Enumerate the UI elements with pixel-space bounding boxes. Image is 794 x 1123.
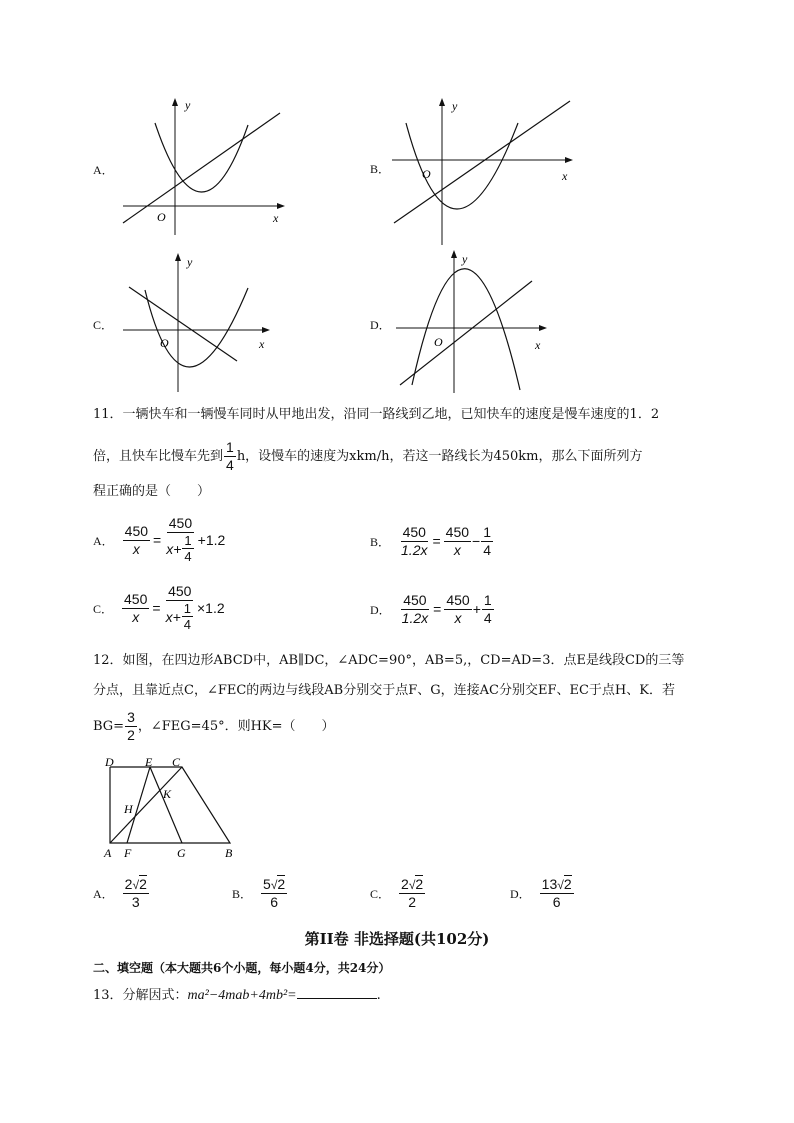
fig-label-k: K <box>163 787 172 801</box>
q11-option-b-letter: B． <box>370 534 391 549</box>
graph-b-y-label: y <box>452 99 458 113</box>
q11-a-d2-den: 4 <box>184 549 192 565</box>
q11-d-n1: 450 <box>403 591 427 608</box>
graph-d-y-label: y <box>462 252 468 266</box>
q11-a-d2-num: 1 <box>184 532 192 548</box>
q11-line2 <box>93 438 643 474</box>
q11-a-inner-frac <box>182 534 193 564</box>
q11-c-eq: = <box>152 600 161 616</box>
q11-a-n1: 450 <box>124 522 149 539</box>
q12-b-rad: 2 <box>277 875 286 892</box>
option-a-letter: A． <box>93 163 114 177</box>
q12-line3-post: ，∠FEG=45°．则HK=（ ） <box>137 718 335 734</box>
q11-b-n3: 1 <box>483 523 492 540</box>
q11-option-d-letter: D． <box>370 602 391 617</box>
q11-c-d1: x <box>132 608 140 625</box>
q12-c-frac <box>399 877 425 909</box>
q12-b-frac <box>261 877 287 909</box>
q12-a-num: 2√2 <box>124 875 147 892</box>
q11-b-d1: 1.2x <box>401 541 428 558</box>
q12-line1: 12．如图，在四边形ABCD中，AB∥DC，∠ADC=90°，AB=5,，CD=AD=3．点E是线段CD的三等 <box>93 653 685 668</box>
q12-option-d <box>510 872 575 914</box>
q11-d-frac3 <box>482 593 494 625</box>
q11-b-n2: 450 <box>445 523 470 540</box>
q11-c-inner-frac <box>182 602 193 632</box>
q11-c-n2: 450 <box>168 583 192 600</box>
q11-c-n1: 450 <box>124 590 148 607</box>
q13-line <box>93 986 381 1003</box>
q12-line3 <box>93 708 335 744</box>
graph-d <box>392 245 562 395</box>
q11-b-d2: x <box>453 541 461 558</box>
graph-c <box>115 250 285 400</box>
fig-label-d: D <box>105 756 114 769</box>
q12-b-den: 6 <box>270 893 278 910</box>
q11-line2-post: h，设慢车的速度为xkm/h，若这一路线长为450km，那么下面所列方 <box>236 448 643 464</box>
q11-d-d2: x <box>454 609 462 626</box>
q11-option-c-letter: C． <box>93 601 114 616</box>
q11-a-d1: x <box>132 540 140 557</box>
fig-label-g: G <box>177 846 186 860</box>
graph-b-x-label: x <box>562 169 568 183</box>
q12-c-num: 2√2 <box>401 875 424 892</box>
q11-frac-den: 4 <box>226 456 234 473</box>
q12-d-den: 6 <box>552 893 561 910</box>
q12-line3-pre: BG= <box>93 718 125 734</box>
q11-b-frac2 <box>444 525 471 557</box>
q11-a-tail: +1.2 <box>197 532 226 548</box>
q11-b-frac3 <box>481 525 493 557</box>
q13-answer-blank[interactable] <box>297 986 377 999</box>
q12-bg-fraction <box>125 710 137 742</box>
q12-option-b-letter: B． <box>232 886 253 901</box>
graph-c-x-label: x <box>259 337 265 351</box>
q11-b-d3: 4 <box>483 541 492 558</box>
graph-b-origin-label: O <box>422 167 431 181</box>
graph-a-y-label: y <box>185 98 191 112</box>
q11-fraction <box>224 440 236 472</box>
q11-option-a-letter: A． <box>93 533 114 548</box>
option-d-letter: D． <box>370 318 391 332</box>
q12-option-a-letter: A． <box>93 886 114 901</box>
q12-a-rad: 2 <box>139 875 147 892</box>
q12-option-c-letter: C． <box>370 886 391 901</box>
fig-label-b: B <box>225 846 233 860</box>
q11-b-eq: = <box>432 533 441 549</box>
q13-expression: ma²−4mab+4mb²= <box>187 988 297 1003</box>
q12-d-frac <box>540 877 574 909</box>
q12-option-a <box>93 872 150 914</box>
q11-a-frac2 <box>164 516 196 564</box>
q11-line2-pre: 倍，且快车比慢车先到 <box>93 448 224 464</box>
q12-bg-num: 3 <box>127 708 135 725</box>
q12-a-den: 3 <box>131 893 140 910</box>
graph-a-origin-label: O <box>157 210 166 224</box>
q11-c-den2 <box>164 601 196 632</box>
q11-c-frac1 <box>122 592 149 624</box>
q13-pre: 13．分解因式： <box>93 988 188 1003</box>
graph-a <box>115 95 290 240</box>
q11-c-frac2 <box>164 584 196 632</box>
q12-option-d-letter: D． <box>510 886 531 901</box>
graph-d-x-label: x <box>535 338 541 352</box>
q11-c-d2-num: 1 <box>183 600 191 616</box>
q11-d-op: + <box>472 601 481 617</box>
q11-d-eq: = <box>433 601 442 617</box>
q11-line3: 程正确的是（ ） <box>93 484 211 499</box>
q11-option-a <box>93 512 225 568</box>
q11-a-eq: = <box>153 532 162 548</box>
q12-option-b <box>232 872 288 914</box>
q11-c-d2-den: 4 <box>183 617 191 633</box>
q12-d-num: 13√2 <box>541 875 572 892</box>
q12-d-coef: 13 <box>541 875 558 892</box>
q12-c-rad: 2 <box>415 875 424 892</box>
q12-d-rad: 2 <box>563 875 572 892</box>
section-fill-in-heading: 二、填空题（本大题共6个小题，每小题4分，共24分） <box>93 961 391 975</box>
q11-a-frac1 <box>123 524 150 556</box>
fig-label-f: F <box>124 846 132 860</box>
fig-label-c: C <box>172 756 181 769</box>
q12-figure <box>100 756 245 862</box>
graph-c-y-label: y <box>187 255 193 269</box>
option-b-letter: B． <box>370 162 391 176</box>
q12-a-frac <box>123 877 149 909</box>
q12-b-coef: 5 <box>263 875 271 892</box>
q11-a-n2: 450 <box>168 515 193 532</box>
q12-line2: 分点，且靠近点C，∠FEC的两边与线段AB分别交于点F、G，连接AC分别交EF、EC于点H、K．若 <box>93 683 675 698</box>
q11-b-n1: 450 <box>402 523 426 540</box>
graph-c-origin-label: O <box>160 336 169 350</box>
q12-c-coef: 2 <box>401 875 409 892</box>
q13-post: . <box>376 988 381 1003</box>
option-c-letter: C． <box>93 318 114 332</box>
q12-a-coef: 2 <box>124 875 133 892</box>
q11-a-den2 <box>164 533 196 564</box>
q12-b-num: 5√2 <box>263 875 286 892</box>
q11-c-tail: ×1.2 <box>196 600 225 616</box>
q11-option-d <box>370 588 495 630</box>
q11-option-b <box>370 520 494 562</box>
part2-title: 第II卷 非选择题(共102分) <box>304 930 490 948</box>
q11-d-frac2 <box>444 593 471 625</box>
graph-a-x-label: x <box>273 211 279 225</box>
fig-label-a: A <box>104 846 112 860</box>
q11-c-d2-pre: x+ <box>165 608 181 625</box>
q11-d-d1: 1.2x <box>401 609 429 626</box>
q11-d-d3: 4 <box>483 609 492 626</box>
q12-option-c <box>370 872 426 914</box>
q11-frac-num: 1 <box>226 438 234 455</box>
q11-d-frac1 <box>400 593 430 625</box>
q11-d-n2: 450 <box>446 591 470 608</box>
q12-c-den: 2 <box>408 893 416 910</box>
graph-d-origin-label: O <box>434 335 443 349</box>
q11-line1: 11．一辆快车和一辆慢车同时从甲地出发，沿同一路线到乙地，已知快车的速度是慢车速度的1．2 <box>93 407 660 422</box>
q12-bg-den: 2 <box>127 726 135 743</box>
fig-label-h: H <box>124 802 133 816</box>
graph-b <box>390 95 580 255</box>
fig-label-e: E <box>145 756 153 769</box>
q11-option-c <box>93 580 225 636</box>
q11-d-n3: 1 <box>483 591 492 608</box>
q11-a-d2-pre: x+ <box>166 540 182 557</box>
q11-b-op: − <box>472 533 481 549</box>
q11-b-frac1 <box>399 525 429 557</box>
